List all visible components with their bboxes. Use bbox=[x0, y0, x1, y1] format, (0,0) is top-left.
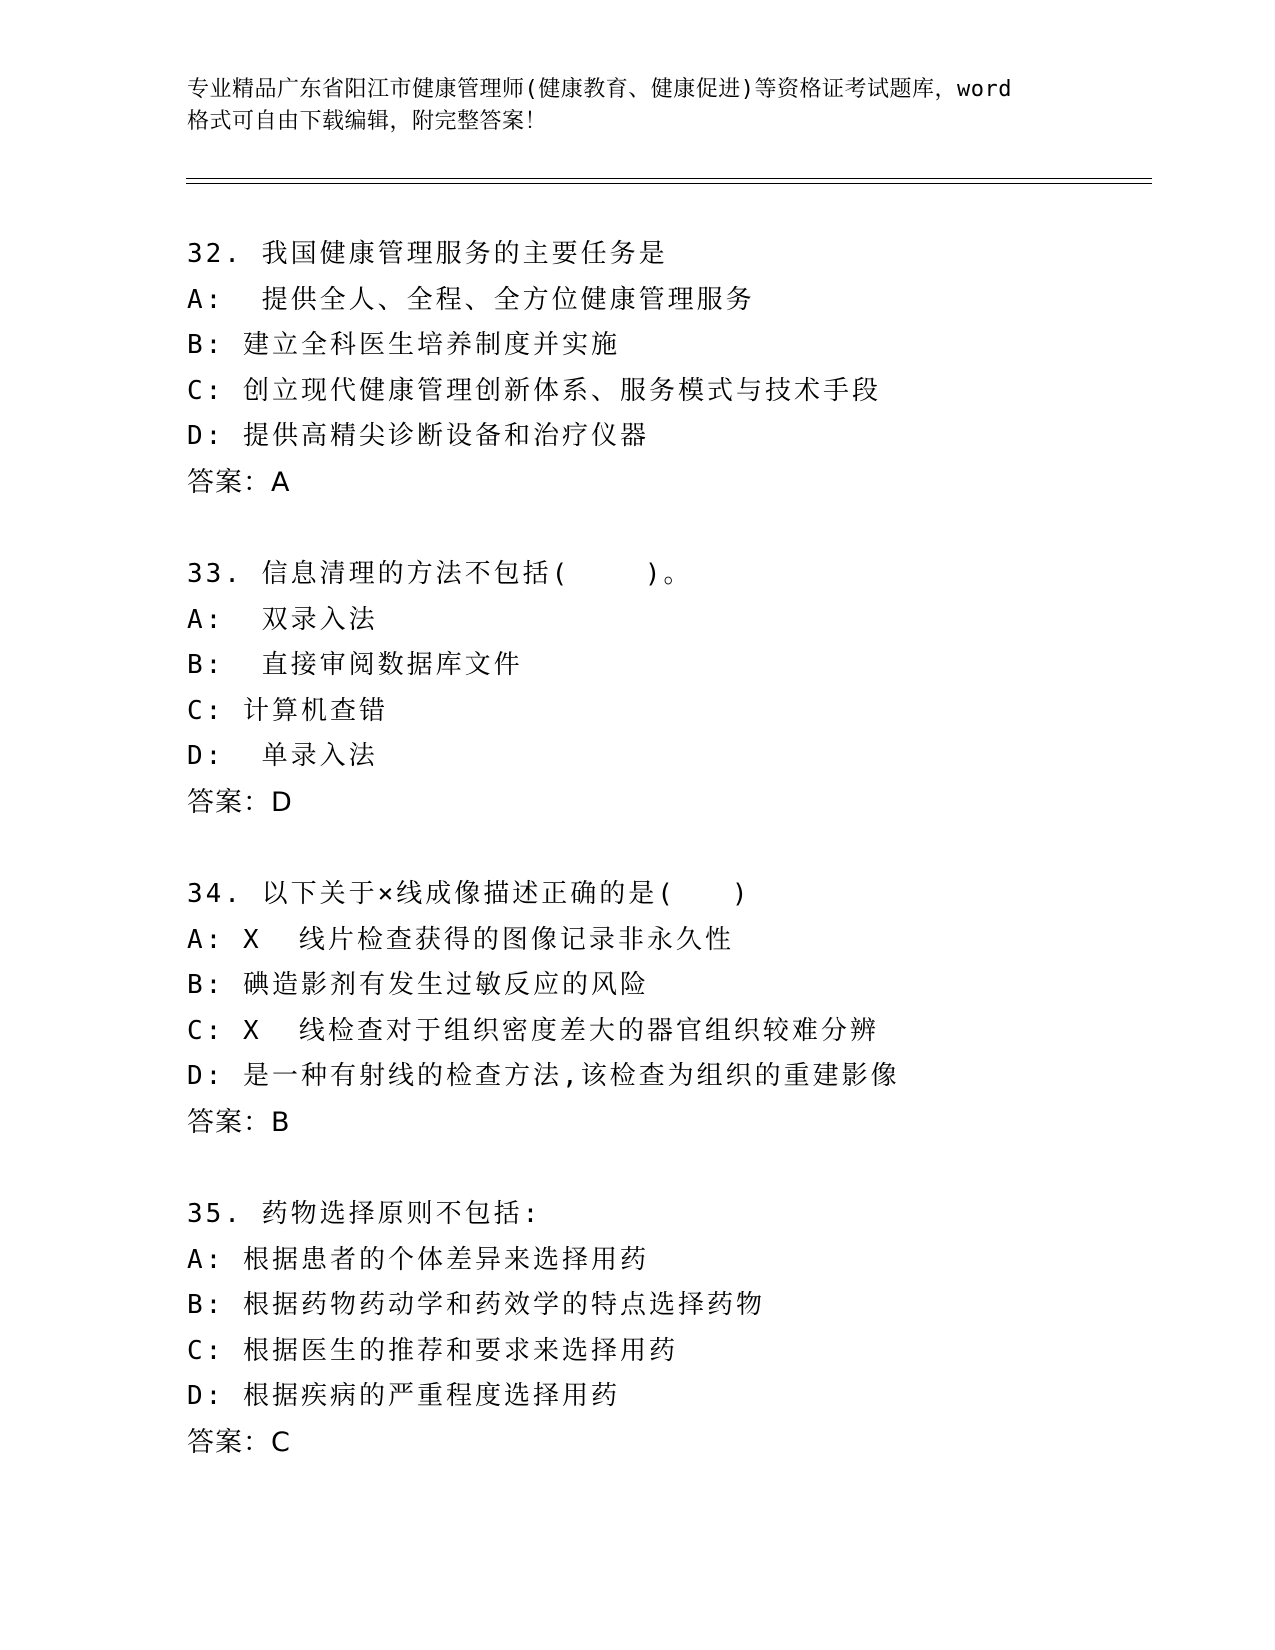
option-b: B: 根据药物药动学和药效学的特点选择药物 bbox=[187, 1290, 765, 1320]
question-stem: 34. 以下关于×线成像描述正确的是( ) bbox=[187, 879, 751, 909]
document-header bbox=[187, 74, 1087, 138]
option-a: A: 提供全人、全程、全方位健康管理服务 bbox=[187, 284, 755, 315]
option-a: A: 双录入法 bbox=[187, 604, 378, 635]
option-c: C: 根据医生的推荐和要求来选择用药 bbox=[187, 1335, 678, 1366]
option-b: B: 建立全科医生培养制度并实施 bbox=[187, 330, 620, 360]
header-divider-bottom bbox=[186, 183, 1152, 184]
answer-line: 答案：D bbox=[187, 786, 293, 818]
option-c: C: X 线检查对于组织密度差大的器官组织较难分辨 bbox=[187, 1015, 879, 1046]
option-c: C: 创立现代健康管理创新体系、服务模式与技术手段 bbox=[187, 375, 881, 406]
question-32 bbox=[187, 232, 1187, 552]
option-d: D: 根据疾病的严重程度选择用药 bbox=[187, 1381, 620, 1411]
question-34 bbox=[187, 872, 1187, 1192]
header-divider-top bbox=[186, 178, 1152, 179]
question-35 bbox=[187, 1192, 1187, 1512]
question-stem: 32. 我国健康管理服务的主要任务是 bbox=[187, 239, 668, 269]
option-b: B: 碘造影剂有发生过敏反应的风险 bbox=[187, 970, 649, 1000]
option-c: C: 计算机查错 bbox=[187, 695, 388, 726]
question-list bbox=[187, 232, 1187, 1512]
question-stem: 33. 信息清理的方法不包括( )。 bbox=[187, 559, 693, 589]
answer-line: 答案：A bbox=[187, 466, 291, 498]
answer-line: 答案：C bbox=[187, 1426, 291, 1458]
option-b: B: 直接审阅数据库文件 bbox=[187, 650, 523, 680]
option-d: D: 提供高精尖诊断设备和治疗仪器 bbox=[187, 421, 649, 451]
header-line-1: 专业精品广东省阳江市健康管理师(健康教育、健康促进)等资格证考试题库，word bbox=[187, 77, 1012, 102]
question-stem: 35. 药物选择原则不包括: bbox=[187, 1199, 542, 1229]
option-d: D: 单录入法 bbox=[187, 741, 378, 771]
question-33 bbox=[187, 552, 1187, 872]
option-a: A: X 线片检查获得的图像记录非永久性 bbox=[187, 924, 734, 955]
option-d: D: 是一种有射线的检查方法,该检查为组织的重建影像 bbox=[187, 1061, 900, 1091]
option-a: A: 根据患者的个体差异来选择用药 bbox=[187, 1244, 649, 1275]
header-line-2: 格式可自由下载编辑，附完整答案！ bbox=[187, 109, 548, 134]
answer-line: 答案：B bbox=[187, 1106, 291, 1138]
